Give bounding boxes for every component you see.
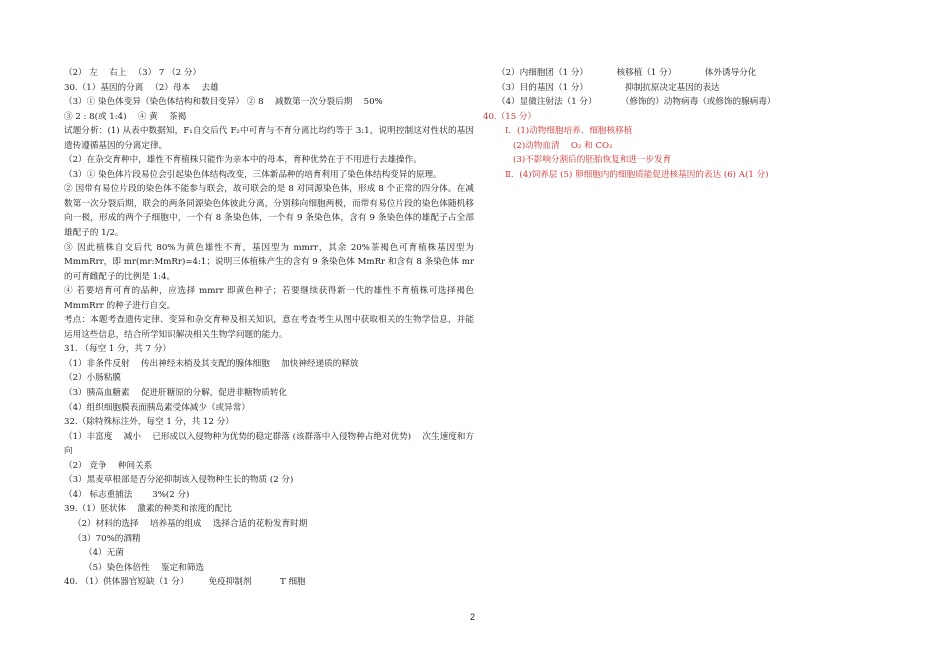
red-answer-part-1-2: (2)动物血清 O₂ 和 CO₂: [513, 140, 613, 151]
red-answer-part-1-1: Ⅰ．(1)动物细胞培养、细胞核移植: [505, 126, 633, 137]
analysis-paragraph-4: ② 因带有易位片段的染色体不能参与联会，故可联会的是 8 对同源染色体，形成 8 个正常的四分体。在减数第一次分裂后期，联会的两条同源染色体彼此分离，分别移向细胞两极，而带有易位片段的染色体随机移向一极，形成的两个子细胞中，一个有 8 条染色体，一个有 9 条染色体，含有 9 条染色体的雄配子占全部雄配子的 1/2。: [64, 184, 474, 239]
red-answer-part-2: Ⅱ．(4)饲养层 (5) 卵细胞内的细胞质能促进核基因的表达 (6) A(1 分): [505, 169, 769, 180]
answer-39-5: （5）染色体倍性 鉴定和筛选: [84, 562, 204, 573]
answer-31-3: （3）胰高血糖素 促进肝糖原的分解，促进非糖物质转化: [64, 388, 288, 399]
answer-40-3: （3）目的基因（1 分） 抑制抗原决定基因的表达: [497, 82, 720, 93]
answer-39-3: （3）70%的酒精: [73, 533, 141, 544]
red-question-40-heading: 40.（15 分）: [483, 111, 537, 122]
answer-line-30-3b: ③ 2 : 8(或 1:4) ④ 黄 茶褐: [64, 111, 187, 122]
answer-31-2: （2）小肠粘膜: [64, 373, 122, 384]
answer-line-30-3: （3）① 染色体变异（染色体结构和数目变异） ② 8 减数第一次分裂后期 50%: [64, 97, 383, 108]
answer-40-1: 40. （1）供体器官短缺（1 分） 免疫抑制剂 T 细胞: [64, 577, 306, 588]
answer-31-1: （1）非条件反射 传出神经末梢及其支配的腺体细胞 加快神经递质的释放: [64, 358, 359, 369]
question-32-heading: 32.（除特殊标注外，每空 1 分，共 12 分）: [64, 417, 234, 428]
answer-39-1: 39.（1）胚状体 激素的种类和浓度的配比: [64, 504, 232, 515]
answer-32-2: （2） 竞争 种间关系: [64, 460, 153, 471]
answer-32-3: （3）黑麦草根部是否分泌抑制该入侵物种生长的物质 (2 分): [64, 475, 294, 486]
answer-40-4: （4）显微注射法（1 分） （修饰的）动物病毒（或修饰的腺病毒）: [497, 97, 776, 108]
answer-31-4: （4）组织细胞膜表面胰岛素受体减少（或异常）: [64, 402, 250, 413]
page-number: 2: [470, 612, 476, 622]
answer-line-29-2: （2） 左 右上 （3） 7 （2 分）: [64, 68, 202, 78]
analysis-paragraph-1: 试题分析：(1) 从表中数据知，F₁自交后代 F₂中可育与不育分离比均约等于 3:1，说明控制这对性状的基因遗传遵循基因的分离定律。: [64, 126, 474, 151]
answer-39-4: （4）无菌: [84, 548, 124, 559]
answer-32-4: （4） 标志重捕法 3%(2 分): [64, 489, 190, 500]
analysis-paragraph-6: ④ 若要培育可育的品种，应选择 mmrr 即黄色种子；若要继续获得新一代的雄性不育植株可选择褐色 MmmRrr 的种子进行自交。: [64, 286, 474, 311]
left-column: [64, 66, 474, 590]
right-column: [483, 66, 883, 182]
analysis-paragraph-5: ③ 因此植株自交后代 80%为黄色雄性不育，基因型为 mmrr，其余 20%茶褐色可育植株基因型为 MmmRrr，即 mr(mr:MmRr)=4:1；说明三体植株产生的含有 9 条染色体 MmRr 和含有 8 条染色体 mr 的可育雌配子的比例是 1:4。: [64, 242, 474, 282]
question-31-heading: 31. （每空 1 分，共 7 分）: [64, 344, 172, 355]
test-point-paragraph: 考点：本题考查遗传定律、变异和杂交育种及相关知识，意在考查考生从图中获取相关的生物学信息，并能运用这些信息，结合所学知识解决相关生物学问题的能力。: [64, 315, 474, 340]
analysis-paragraph-3: （3）① 染色体片段易位会引起染色体结构改变，三体新品种的培育利用了染色体结构变异的原理。: [64, 169, 442, 180]
answer-39-2: （2）材料的选择 培养基的组成 选择合适的花粉发育时期: [73, 518, 308, 529]
red-answer-part-1-3: (3)不影响分割后的胚胎恢复和进一步发育: [513, 155, 672, 166]
analysis-paragraph-2: （2）在杂交育种中，雄性不育植株只能作为亲本中的母本，育种优势在于不用进行去雄操作。: [64, 155, 422, 166]
answer-32-1: （1）丰富度 减小 已形成以入侵物种为优势的稳定群落 (该群落中入侵物种占绝对优势) 次生速度和方向: [64, 431, 474, 457]
red-answer-block: [483, 110, 883, 183]
answer-40-2: （2）内细胞团（1 分） 核移植（1 分） 体外诱导分化: [497, 68, 757, 78]
answer-line-30-1: 30.（1）基因的分离 （2）母本 去雄: [64, 82, 219, 93]
